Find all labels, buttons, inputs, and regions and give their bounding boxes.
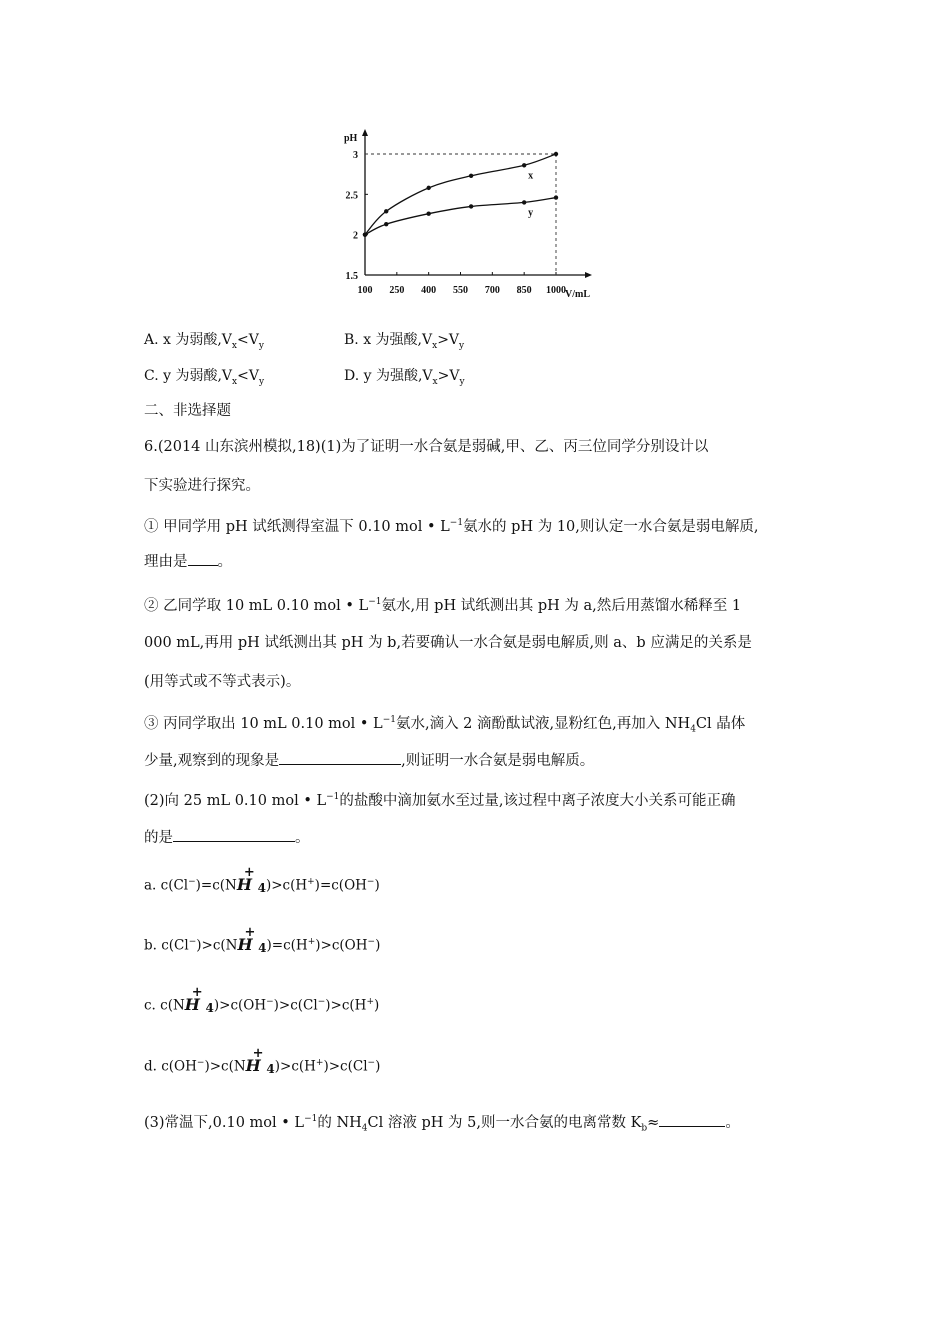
text: ) [375, 1058, 381, 1075]
q6-q2-line2 [144, 827, 310, 848]
text: 4 [257, 880, 266, 895]
text: H [245, 1055, 261, 1075]
text: )>c(Cl [273, 997, 318, 1014]
x-tick-label: 550 [453, 285, 468, 296]
x-axis-label: V/mL [565, 289, 590, 300]
data-point-y [554, 195, 558, 199]
sub: b [641, 1123, 648, 1134]
text: )>c(N [196, 937, 238, 954]
x-tick-label: 850 [516, 285, 532, 296]
sup: −1 [382, 715, 396, 725]
rel: >V [437, 368, 460, 384]
answer-blank[interactable] [188, 551, 218, 566]
data-point-y [384, 222, 388, 226]
answer-blank[interactable] [173, 827, 295, 842]
option-d-text: D. y 为强酸,V [344, 368, 433, 384]
option-b [344, 330, 464, 356]
sub: 4 [690, 724, 696, 735]
sub: x [432, 340, 438, 351]
text: + [252, 1045, 264, 1061]
sub: y [258, 340, 264, 351]
q2-option-a [144, 864, 380, 896]
sup: − [317, 997, 326, 1007]
section-heading: 二、非选择题 [144, 403, 231, 419]
sub: x [232, 376, 238, 387]
q2-option-b [144, 924, 381, 956]
text: 。 [295, 830, 310, 846]
text: ② 乙同学取 10 mL 0.10 mol • L [144, 597, 369, 614]
sub: y [258, 376, 265, 387]
x-tick-label: 250 [389, 285, 405, 296]
text: )=c(OH [314, 877, 367, 894]
sup: − [266, 997, 274, 1007]
sup: −1 [304, 1114, 318, 1124]
data-point-y [363, 232, 367, 236]
text: 氨水,用 pH 试纸测出其 pH 为 a,然后用蒸馏水稀释至 1 [381, 597, 742, 614]
text: 。 [217, 554, 232, 570]
ph-dilution-chart [330, 120, 620, 305]
sub: x [231, 340, 237, 351]
sub: x [432, 376, 438, 387]
sup: − [366, 877, 375, 887]
text: 氨水,滴入 2 滴酚酞试液,显粉红色,再加入 NH [395, 715, 691, 732]
x-tick-label: 100 [357, 285, 373, 296]
text: )>c(H [325, 997, 367, 1014]
sub: y [459, 340, 465, 351]
text: )>c(OH [213, 997, 267, 1014]
q6-part3-line2 [144, 750, 594, 771]
x-tick-label: 400 [421, 285, 437, 296]
text: (2)向 25 mL 0.10 mol • L [144, 792, 327, 809]
q6-part1-reason [144, 551, 232, 572]
rel: <V [237, 368, 259, 384]
text: 的盐酸中滴加氨水至过量,该过程中离子浓度大小关系可能正确 [339, 792, 736, 809]
data-point-y [522, 200, 526, 204]
x-axis-arrow [585, 272, 592, 278]
text: 的 NH [317, 1114, 362, 1131]
option-d [344, 366, 465, 392]
nh4-fragment [236, 864, 266, 895]
y-tick-label: 2.5 [345, 190, 358, 202]
text: 4 [258, 940, 267, 955]
text: )=c(H [266, 937, 308, 954]
q6-q2-line1 [144, 787, 736, 811]
text: ) [375, 937, 381, 954]
data-point-y [469, 204, 473, 208]
text: ) [374, 877, 380, 894]
y-axis-arrow [362, 129, 368, 136]
option-c [144, 366, 264, 392]
text: )>c(H [274, 1058, 316, 1075]
text: 4 [205, 1000, 214, 1015]
text: 氨水的 pH 为 10,则认定一水合氨是弱电解质, [463, 518, 759, 535]
sup: + [315, 1058, 324, 1068]
q6-part3-line1 [144, 710, 745, 740]
series-label-x: x [528, 170, 534, 182]
q6-part2-line1 [144, 592, 741, 616]
y-axis-label: pH [344, 133, 358, 144]
nh4-fragment [245, 1045, 275, 1076]
nh4-fragment [184, 984, 214, 1015]
text: + [191, 984, 203, 1000]
chart-svg [330, 120, 620, 305]
text: 理由是 [144, 554, 188, 570]
text: 4 [266, 1061, 275, 1076]
q6-line2: 下实验进行探究。 [144, 478, 260, 494]
text: )>c(OH [315, 937, 368, 954]
nh4-fragment [237, 924, 267, 955]
text: H [236, 874, 252, 894]
data-point-x [554, 152, 558, 156]
sub: 4 [361, 1123, 368, 1134]
y-tick-label: 1.5 [345, 271, 358, 282]
text: Cl 晶体 [695, 715, 746, 732]
text: c. c(N [144, 997, 185, 1014]
sup: + [307, 937, 316, 947]
data-point-x [384, 209, 388, 213]
sup: − [367, 1058, 376, 1068]
text: )=c(N [195, 877, 237, 894]
text: )>c(H [265, 877, 308, 894]
q2-option-c [144, 984, 380, 1016]
text: H [237, 934, 253, 954]
q6-part2-line3: (用等式或不等式表示)。 [144, 674, 301, 690]
rel: <V [237, 332, 259, 348]
text: (3)常温下,0.10 mol • L [144, 1114, 305, 1131]
option-a [144, 330, 264, 356]
sup: + [307, 877, 315, 887]
sup: − [188, 937, 197, 947]
q2-option-d [144, 1045, 381, 1077]
sup: − [196, 1058, 205, 1068]
text: d. c(OH [144, 1058, 197, 1075]
text: 。 [725, 1114, 740, 1131]
q6-line1: 6.(2014 山东滨州模拟,18)(1)为了证明一水合氨是弱碱,甲、乙、丙三位同学分别设计以 [144, 439, 709, 455]
y-tick-label: 3 [353, 150, 358, 161]
text: + [244, 924, 256, 940]
text: ≈ [647, 1114, 660, 1131]
text: 的是 [144, 830, 173, 846]
text: H [184, 994, 200, 1014]
text: ① 甲同学用 pH 试纸测得室温下 0.10 mol • L [144, 518, 450, 535]
rel: >V [437, 332, 460, 348]
text: b. c(Cl [144, 937, 189, 954]
answer-blank[interactable] [659, 1112, 725, 1127]
sub: y [459, 376, 465, 387]
sup: −1 [326, 792, 340, 802]
sup: −1 [449, 518, 464, 528]
sup: −1 [368, 597, 382, 607]
sup: + [366, 997, 374, 1007]
text: ,则证明一水合氨是弱电解质。 [401, 753, 595, 769]
sup: − [188, 877, 196, 887]
text: )>c(N [204, 1058, 246, 1075]
x-tick-label: 700 [484, 285, 500, 296]
option-b-text: B. x 为强酸,V [344, 332, 433, 348]
text: + [243, 864, 255, 880]
text: 少量,观察到的现象是 [144, 753, 280, 769]
q6-part1 [144, 513, 758, 537]
text: ③ 丙同学取出 10 mL 0.10 mol • L [144, 715, 383, 732]
option-a-text: A. x 为弱酸,V [144, 332, 232, 348]
option-c-text: C. y 为弱酸,V [144, 368, 233, 384]
text: ) [374, 997, 380, 1014]
series-label-y: y [528, 207, 534, 219]
data-point-x [426, 186, 430, 190]
q6-part2-line2: 000 mL,再用 pH 试纸测出其 pH 为 b,若要确认一水合氨是弱电解质,则 a、b 应满足的关系是 [144, 635, 752, 651]
answer-blank[interactable] [279, 750, 401, 765]
y-tick-label: 2 [353, 230, 358, 242]
text: a. c(Cl [144, 877, 189, 894]
text: )>c(Cl [323, 1058, 368, 1075]
text: Cl 溶液 pH 为 5,则一水合氨的电离常数 K [367, 1114, 642, 1131]
data-point-x [522, 163, 526, 167]
x-tick-label: 1000 [546, 285, 566, 296]
data-point-y [426, 211, 430, 215]
q6-q3 [144, 1109, 740, 1139]
data-point-x [469, 174, 473, 178]
sup: − [367, 937, 376, 947]
